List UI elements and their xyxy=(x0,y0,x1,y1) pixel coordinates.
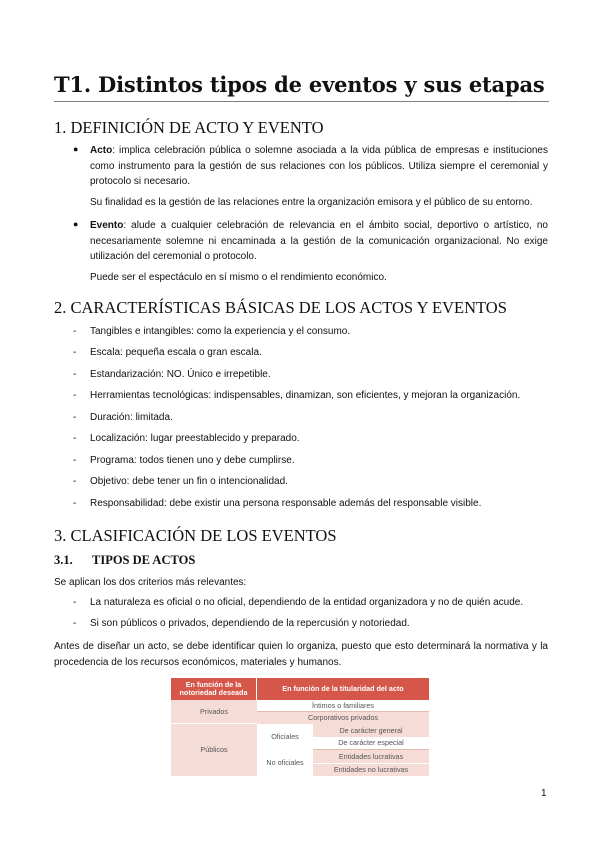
table-cell-general: De carácter general xyxy=(313,724,429,737)
dash-marker: - xyxy=(73,597,77,608)
table-cell-oficiales: Oficiales xyxy=(257,724,313,750)
evento-line-3: utilización del ceremonial o protocolo. xyxy=(90,251,257,262)
table-cell-privados: Privados xyxy=(171,700,257,724)
list-item: Duración: limitada. xyxy=(90,412,173,423)
bullet-dot: ● xyxy=(73,144,79,154)
section-1-heading: 1. DEFINICIÓN DE ACTO Y EVENTO xyxy=(54,118,324,137)
page-number: 1 xyxy=(541,788,547,799)
list-item: Escala: pequeña escala o gran escala. xyxy=(90,347,262,358)
table-cell-corporativos: Corporativos privados xyxy=(257,712,429,724)
dash-marker: - xyxy=(73,326,77,337)
organizer-paragraph xyxy=(54,639,548,670)
section-3-heading: 3. CLASIFICACIÓN DE LOS EVENTOS xyxy=(54,526,337,545)
evento-line-1: : alude a cualquier celebración de relevancia en el ámbito social, deportivo o artístico, no xyxy=(123,220,548,231)
paragraph-line-2: procedencia de los recursos económicos, materiales y humanos. xyxy=(54,656,342,668)
section-2-heading: 2. CARACTERÍSTICAS BÁSICAS DE LOS ACTOS Y EVENTOS xyxy=(54,298,507,317)
table-cell-no-oficiales: No oficiales xyxy=(257,750,313,776)
criteria-intro: Se aplican los dos criterios más relevantes: xyxy=(54,577,247,588)
table-cell-no-lucrativas: Entidades no lucrativas xyxy=(313,763,429,776)
list-item: Objetivo: debe tener un fin o intencionalidad. xyxy=(90,476,288,487)
list-item: Localización: lugar preestablecido y preparado. xyxy=(90,433,300,444)
list-item: La naturaleza es oficial o no oficial, dependiendo de la entidad organizadora y no de quién acude. xyxy=(90,597,524,608)
list-item: Herramientas tecnológicas: indispensables, dinamizan, son eficientes, y mejoran la organización. xyxy=(90,390,521,401)
table-cell-lucrativas: Entidades lucrativas xyxy=(313,750,429,763)
evento-note: Puede ser el espectáculo en sí mismo o el rendimiento económico. xyxy=(90,272,387,283)
classification-table xyxy=(171,678,429,776)
list-item: Responsabilidad: debe existir una persona responsable además del responsable visible. xyxy=(90,498,482,509)
subsection-title: TIPOS DE ACTOS xyxy=(92,553,196,567)
list-item: Tangibles e intangibles: como la experiencia y el consumo. xyxy=(90,326,351,337)
dash-marker: - xyxy=(73,412,77,423)
acto-note: Su finalidad es la gestión de las relaciones entre la organización emisora y el público de su entorno. xyxy=(90,197,533,208)
evento-definition xyxy=(90,218,548,265)
dash-marker: - xyxy=(73,347,77,358)
paragraph-line-1: Antes de diseñar un acto, se debe identificar quien lo organiza, puesto que esto determinará la normativa y la xyxy=(54,641,548,652)
subsection-number: 3.1. xyxy=(54,553,73,567)
evento-term: Evento xyxy=(90,220,124,231)
document-title: T1. Distintos tipos de eventos y sus etapas xyxy=(54,72,545,97)
dash-marker: - xyxy=(73,498,77,509)
table-header-ownership: En función de la titularidad del acto xyxy=(257,678,429,700)
acto-line-2: como instrumento para la gestión de sus relaciones con los públicos. Utiliza siempre el ceremonial y xyxy=(90,160,548,172)
acto-line-3: protocolo si necesario. xyxy=(90,176,191,187)
list-item: Si son públicos o privados, dependiendo de la repercusión y notoriedad. xyxy=(90,618,410,629)
dash-marker: - xyxy=(73,433,77,444)
list-item: Programa: todos tienen uno y debe cumplirse. xyxy=(90,455,295,466)
acto-definition xyxy=(90,143,548,190)
evento-line-2: necesariamente solemne ni encaminada a la gestión de la comunicación organizacional. No exige xyxy=(90,235,548,247)
bullet-dot: ● xyxy=(73,219,79,229)
dash-marker: - xyxy=(73,390,77,401)
list-item: Estandarización: NO. Único e irrepetible. xyxy=(90,369,271,380)
table-header-notoriety: En función de la notoriedad deseada xyxy=(171,678,257,700)
table-cell-intimos: Íntimos o familiares xyxy=(257,700,429,712)
dash-marker: - xyxy=(73,455,77,466)
dash-marker: - xyxy=(73,476,77,487)
title-underline xyxy=(54,101,549,102)
acto-term: Acto xyxy=(90,145,113,156)
dash-marker: - xyxy=(73,369,77,380)
subsection-3-1-heading xyxy=(54,553,195,568)
table-cell-especial: De carácter especial xyxy=(313,737,429,750)
dash-marker: - xyxy=(73,618,77,629)
table-cell-publicos: Públicos xyxy=(171,724,257,776)
acto-line-1: : implica celebración pública o solemne asociada a la vida pública de empresas e instituciones xyxy=(112,145,548,156)
